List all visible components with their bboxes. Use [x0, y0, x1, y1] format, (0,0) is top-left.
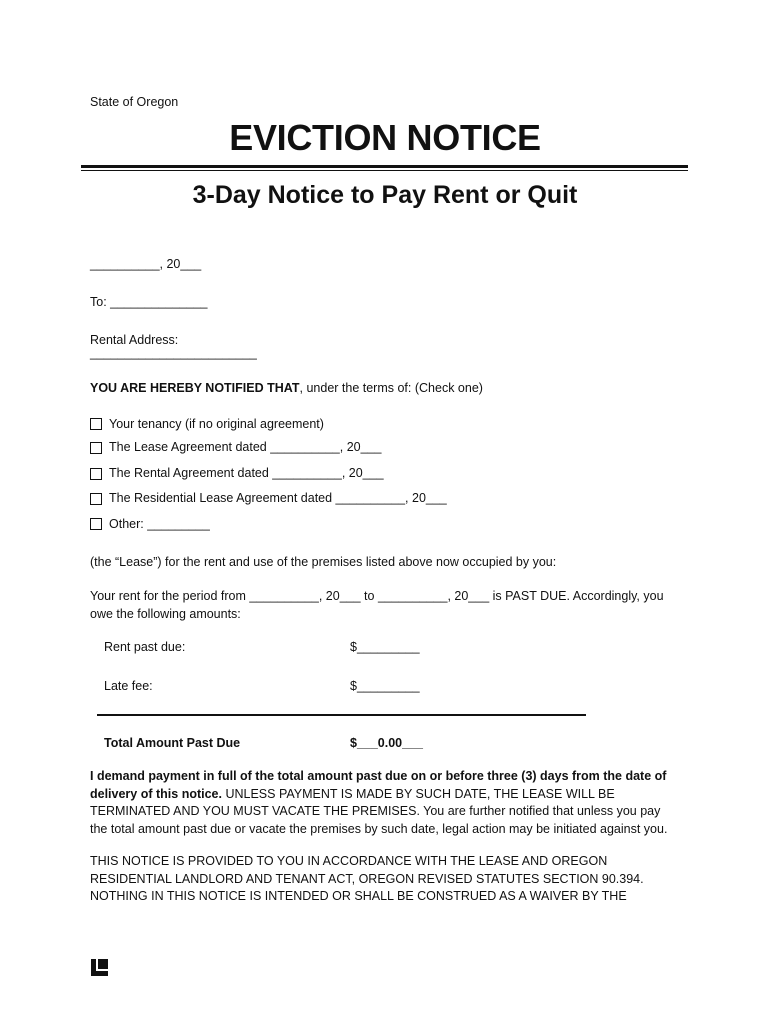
total-past-due-label: Total Amount Past Due — [104, 736, 241, 750]
option-tenancy-label: Your tenancy (if no original agreement) — [109, 417, 324, 431]
checkbox-tenancy[interactable] — [90, 418, 102, 430]
demand-bold: I demand payment in full of the total amount past due on or before three (3) days from the date of delivery of this notice. — [90, 769, 667, 801]
checkbox-other[interactable] — [90, 518, 102, 530]
rent-past-due-label: Rent past due: — [104, 640, 186, 654]
statute-paragraph: THIS NOTICE IS PROVIDED TO YOU IN ACCORDANCE WITH THE LEASE AND OREGON RESIDENTIAL LANDLORD AND TENANT ACT, OREGON REVISED STATUTES SECTION 90.394. NOTHING IN THIS NOTICE IS INTENDED OR SHALL BE CONSTRUED AS A WAIVER BY THE — [90, 854, 644, 903]
state-label: State of Oregon — [90, 95, 179, 109]
document-subtitle: 3-Day Notice to Pay Rent or Quit — [192, 181, 578, 209]
late-fee-field[interactable]: $_________ — [350, 679, 420, 693]
total-currency: $ — [350, 736, 357, 750]
rent-past-due-field[interactable]: $_________ — [350, 640, 420, 654]
date-field[interactable]: __________, 20___ — [90, 257, 202, 271]
late-fee-label: Late fee: — [104, 679, 153, 693]
total-amount: ___0.00___ — [356, 736, 423, 750]
notice-lead-bold: YOU ARE HEREBY NOTIFIED THAT — [90, 381, 300, 395]
total-past-due-value — [350, 736, 423, 750]
option-lease-agreement-label: The Lease Agreement dated __________, 20___ — [109, 440, 382, 454]
demand-paragraph — [90, 768, 680, 838]
notice-lead — [90, 381, 483, 395]
checkbox-lease-agreement[interactable] — [90, 442, 102, 454]
document-title: EVICTION NOTICE — [229, 117, 541, 158]
title-rule-thin — [81, 170, 688, 171]
title-rule-thick — [81, 165, 688, 168]
legal-logo-icon — [90, 958, 109, 977]
amounts-separator — [97, 714, 586, 716]
period-sentence: Your rent for the period from __________, 20___ to __________, 20___ is PAST DUE. Accordingly, you owe the following amounts: — [90, 589, 664, 621]
checkbox-rental-agreement[interactable] — [90, 468, 102, 480]
lease-sentence: (the “Lease”) for the rent and use of the premises listed above now occupied by you: — [90, 555, 557, 569]
rental-address-label: Rental Address: — [90, 333, 179, 347]
option-other-label: Other: _________ — [109, 517, 210, 531]
checkbox-residential-lease[interactable] — [90, 493, 102, 505]
option-rental-agreement-label: The Rental Agreement dated __________, 20___ — [109, 466, 384, 480]
demand-rest: UNLESS PAYMENT IS MADE BY SUCH DATE, THE LEASE WILL BE TERMINATED AND YOU MUST VACATE THE PREMISES. You are further notified that unless you pay the total amount past due or vacate the premises by such date, legal action may be initiated against you. — [90, 786, 668, 836]
notice-lead-rest: , under the terms of: (Check one) — [299, 381, 483, 395]
to-field[interactable]: To: ______________ — [90, 295, 208, 309]
option-residential-lease-label: The Residential Lease Agreement dated __________, 20___ — [109, 491, 447, 505]
rental-address-field[interactable]: ________________________ — [90, 346, 257, 360]
